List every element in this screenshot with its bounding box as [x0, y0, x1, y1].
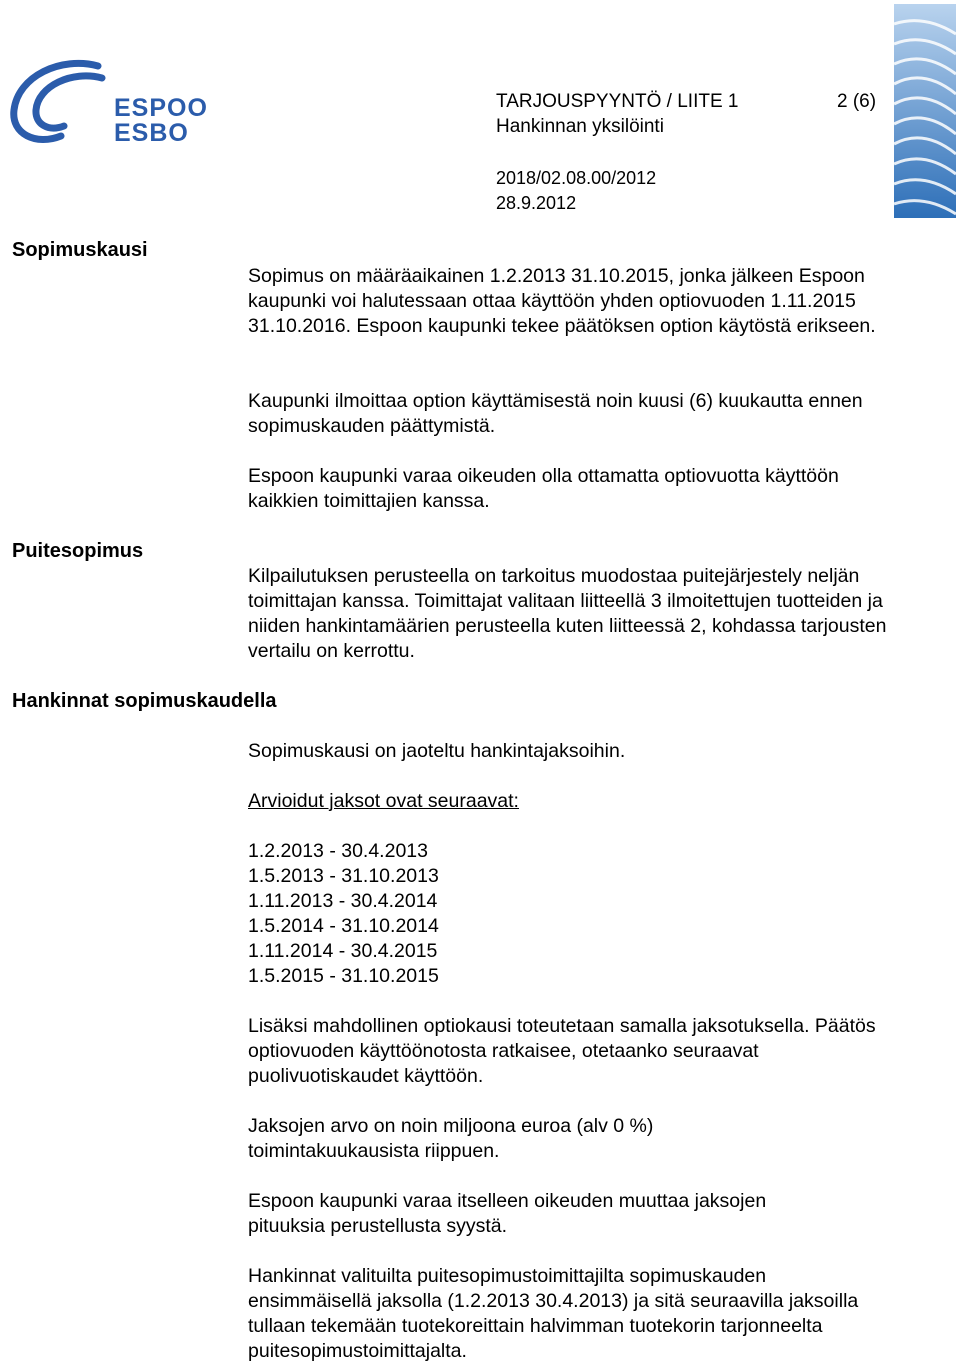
logo-swirl-icon — [6, 58, 116, 148]
period-item: 1.11.2013 - 30.4.2014 — [248, 890, 438, 912]
heading-hankinnat: Hankinnat sopimuskaudella — [12, 690, 277, 712]
paragraph-change-right — [248, 1189, 848, 1239]
paragraph-text: Espoon kaupunki varaa oikeuden olla ottamatta optiovuotta käyttöön kaikkien toimittajien kanssa. — [248, 465, 839, 512]
paragraph-option-period — [248, 1014, 888, 1089]
paragraph-value — [248, 1114, 718, 1164]
page-number: 2 (6) — [837, 91, 877, 112]
paragraph-periods-intro — [248, 739, 948, 764]
period-item: 1.5.2014 - 31.10.2014 — [248, 915, 439, 937]
heading-sopimuskausi: Sopimuskausi — [12, 239, 148, 261]
paragraph-option-notice — [248, 389, 888, 439]
logo-text-espoo: ESPOO — [114, 94, 208, 122]
paragraph-purchases — [248, 1264, 888, 1364]
document-date: 28.9.2012 — [496, 193, 577, 213]
paragraph-text: Hankinnat valituilta puitesopimustoimittajilta sopimuskauden ensimmäisellä jaksolla (1.2.2013 30.4.2013) ja sitä seuraavilla jaksoilla tullaan tekemään tuotekoreittain halvimman tuotekorin tarjonneelta puitesopimustoimittajalta. — [248, 1265, 859, 1362]
period-item: 1.5.2013 - 31.10.2013 — [248, 865, 439, 887]
decorative-wave-graphic — [894, 4, 956, 218]
periods-heading-text: Arvioidut jaksot ovat seuraavat: — [248, 790, 519, 812]
paragraph-periods-heading — [248, 789, 948, 814]
paragraph-option-right — [248, 464, 868, 514]
paragraph-framework — [248, 564, 888, 664]
paragraph-text: Lisäksi mahdollinen optiokausi toteutetaan samalla jaksotuksella. Päätös optiovuoden käyttöönotosta ratkaisee, otetaanko seuraavat puolivuotiskaudet käyttöön. — [248, 1015, 876, 1087]
paragraph-text: Espoon kaupunki varaa itselleen oikeuden muuttaa jaksojen pituuksia perustellusta syystä. — [248, 1190, 767, 1237]
paragraph-text: Sopimus on määräaikainen 1.2.2013 31.10.2015, jonka jälkeen Espoon kaupunki voi halutessaan ottaa käyttöön yhden optiovuoden 1.11.2015 31.10.2016. Espoon kaupunki tekee päätöksen option käytöstä erikseen. — [248, 265, 876, 337]
logo-text-esbo: ESBO — [114, 119, 189, 147]
paragraph-text: Kilpailutuksen perusteella on tarkoitus muodostaa puitejärjestely neljän toimittajan kanssa. Toimittajat valitaan liitteellä 3 ilmoitettujen tuotteiden ja niiden hankintamäärien perusteella kuten liitteessä 2, kohdassa tarjousten vertailu on kerrottu. — [248, 565, 887, 662]
paragraph-text: Jaksojen arvo on noin miljoona euroa (alv 0 %) toimintakuukausista riippuen. — [248, 1115, 654, 1162]
paragraph-text: Sopimuskausi on jaoteltu hankintajaksoihin. — [248, 740, 626, 762]
heading-puitesopimus: Puitesopimus — [12, 540, 144, 562]
period-item: 1.2.2013 - 30.4.2013 — [248, 840, 428, 862]
periods-list — [248, 839, 948, 989]
espoo-logo — [6, 58, 208, 148]
period-item: 1.11.2014 - 30.4.2015 — [248, 940, 438, 962]
paragraph-text: Kaupunki ilmoittaa option käyttämisestä noin kuusi (6) kuukautta ennen sopimuskauden päättymistä. — [248, 390, 863, 437]
paragraph-contract-period — [248, 264, 888, 339]
document-title: TARJOUSPYYNTÖ / LIITE 1 — [496, 91, 739, 112]
document-subtitle: Hankinnan yksilöinti — [496, 116, 664, 137]
period-item: 1.5.2015 - 31.10.2015 — [248, 965, 439, 987]
reference-number: 2018/02.08.00/2012 — [496, 168, 657, 188]
